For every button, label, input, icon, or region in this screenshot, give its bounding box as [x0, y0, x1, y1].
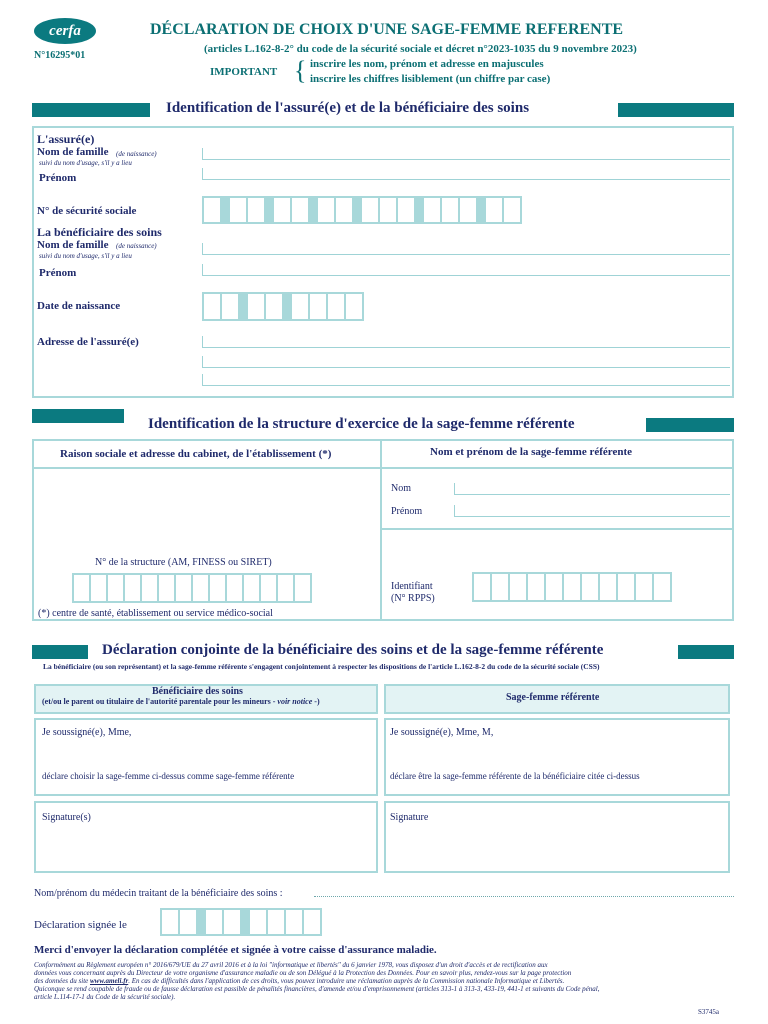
beneficiaire-heading: La bénéficiaire des soins [37, 225, 162, 239]
declaration-date-field[interactable] [160, 908, 322, 936]
page-title: DÉCLARATION DE CHOIX D'UNE SAGE-FEMME REFERENTE [150, 21, 624, 38]
nss-label: N° de sécurité sociale [37, 205, 137, 217]
declaration-signee-label: Déclaration signée le [34, 919, 127, 931]
beneficiaire-header-sub [42, 697, 320, 706]
sage-femme-signature-label: Signature [390, 812, 429, 823]
legal-line-4: Quiconque se rend coupable de fraude ou de fausse déclaration est passible de pénalités financières, d'amende et/ou d'emprisonnement (articles 313-1 à 313-3, 433-19, 441-1 et suivants du Code pénal, [34, 985, 600, 993]
important-line-2: inscrire les chiffres lisiblement (un chiffre par case) [310, 73, 551, 85]
page-subtitle: (articles L.162-8-2° du code de la sécurité sociale et décret n°2023-1035 du 9 novembre 2023) [204, 43, 637, 55]
merci-text: Merci d'envoyer la déclaration complétée et signée à votre caisse d'assurance maladie. [34, 944, 437, 956]
medecin-label: Nom/prénom du médecin traitant de la bénéficiaire des soins : [34, 888, 283, 899]
prenom-2-field[interactable] [202, 264, 730, 276]
identifiant-label: Identifiant [391, 581, 433, 592]
prenom-sf-label: Prénom [391, 506, 423, 517]
prenom-2-label: Prénom [39, 267, 77, 279]
voir-notice-link[interactable]: voir notice [277, 697, 313, 706]
important-line-1: inscrire les nom, prénom et adresse en majuscules [310, 58, 544, 70]
prenom-label: Prénom [39, 172, 77, 184]
section-bar-left [32, 103, 150, 117]
prenom-field[interactable] [202, 168, 730, 180]
raison-sociale-header: Raison sociale et adresse du cabinet, de l'établissement (*) [60, 448, 332, 460]
beneficiaire-header-sub-end: -) [312, 697, 320, 706]
de-naissance-label: (de naissance) [116, 150, 157, 158]
sage-femme-signature-box[interactable] [384, 801, 730, 873]
nom-famille-2-label: Nom de famille [37, 239, 109, 251]
rpps-label: (N° RPPS) [391, 593, 435, 604]
legal-line-3b: . En cas de difficultés dans l'application de ces droits, vous pouvez introduire une réclamation auprès de la Commission nationale Informatique et Libertés. [128, 977, 565, 985]
sage-femme-declare: déclare être la sage-femme référente de la bénéficiaire citée ci-dessus [390, 771, 640, 781]
legal-line-2: données vous concernant auprès du Directeur de votre organisme d'assurance maladie ou de son Délégué à la Protection des Données. Pour en savoir plus, rendez-vous sur la page protection [34, 969, 572, 977]
nom-famille-label: Nom de famille [37, 146, 109, 158]
beneficiaire-signature-label: Signature(s) [42, 812, 91, 823]
form-number: N°16295*01 [34, 50, 86, 61]
beneficiaire-header-title: Bénéficiaire des soins [152, 686, 243, 697]
cerfa-logo [34, 18, 96, 44]
legal-notice [34, 961, 734, 1001]
cerfa-logo-text: cerfa [49, 22, 81, 39]
nom-label: Nom [391, 483, 411, 494]
ameli-link[interactable]: www.ameli.fr [90, 977, 129, 985]
nss-field[interactable] [202, 196, 522, 224]
adresse-label: Adresse de l'assuré(e) [37, 336, 139, 348]
date-naissance-field[interactable] [202, 292, 364, 321]
date-naissance-label: Date de naissance [37, 300, 121, 312]
nom-famille-field[interactable] [202, 148, 730, 160]
section2-divider-h [32, 467, 734, 469]
structure-footnote: (*) centre de santé, établissement ou service médico-social [38, 608, 273, 619]
adresse-field-1[interactable] [202, 336, 730, 348]
sage-femme-soussigne: Je soussigné(e), Mme, M, [390, 727, 494, 738]
section2-bar-right [646, 418, 734, 432]
nom-famille-2-field[interactable] [202, 243, 730, 255]
suivi-nom-usage-2-label: suivi du nom d'usage, s'il y a lieu [39, 252, 132, 260]
section3-intro: La bénéficiaire (ou son représentant) et la sage-femme référente s'engagent conjointement à respecter les dispositions de l'article L.162-8-2 du code de la sécurité sociale (CSS) [43, 662, 600, 671]
rpps-field[interactable] [472, 572, 672, 602]
assure-heading: L'assuré(e) [37, 132, 95, 146]
sage-femme-nom-field[interactable] [454, 483, 730, 495]
section3-bar-right [678, 645, 734, 659]
structure-number-field[interactable] [72, 573, 312, 603]
section2-title: Identification de la structure d'exercice de la sage-femme référente [148, 416, 575, 432]
sage-femme-prenom-field[interactable] [454, 505, 730, 517]
important-brace: { [294, 56, 307, 85]
legal-line-1: Conformément au Règlement européen n° 2016/679/UE du 27 avril 2016 et à la loi "informatique et libertés" du 6 janvier 1978, vous disposez d'un droit d'accès et de rectification aux [34, 961, 548, 969]
sage-femme-header-title: Sage-femme référente [506, 692, 600, 703]
legal-line-3 [34, 977, 734, 985]
important-label: IMPORTANT [210, 66, 278, 78]
de-naissance-2-label: (de naissance) [116, 242, 157, 250]
section1-title: Identification de l'assuré(e) et de la bénéficiaire des soins [166, 100, 530, 116]
beneficiaire-header-sub-text: (et/ou le parent ou titulaire de l'autorité parentale pour les mineurs - [42, 697, 278, 706]
structure-number-label: N° de la structure (AM, FINESS ou SIRET) [95, 557, 272, 568]
form-code: S3745a [698, 1008, 719, 1016]
adresse-field-2[interactable] [202, 356, 730, 368]
adresse-field-3[interactable] [202, 374, 730, 386]
section-bar-right [618, 103, 734, 117]
medecin-field[interactable] [314, 896, 734, 897]
section2-divider-right [381, 528, 734, 530]
beneficiaire-declare: déclare choisir la sage-femme ci-dessus comme sage-femme référente [42, 771, 295, 781]
section3-bar-left [32, 645, 88, 659]
section3-title: Déclaration conjointe de la bénéficiaire des soins et de la sage-femme référente [102, 642, 604, 658]
sage-femme-name-header: Nom et prénom de la sage-femme référente [430, 446, 632, 458]
legal-line-5: article L.114-17-1 du Code de la sécurité sociale). [34, 993, 176, 1001]
beneficiaire-soussigne: Je soussigné(e), Mme, [42, 727, 132, 738]
section2-bar-left [32, 409, 124, 423]
legal-line-3a: des données du site [34, 977, 90, 985]
suivi-nom-usage-label: suivi du nom d'usage, s'il y a lieu [39, 159, 132, 167]
